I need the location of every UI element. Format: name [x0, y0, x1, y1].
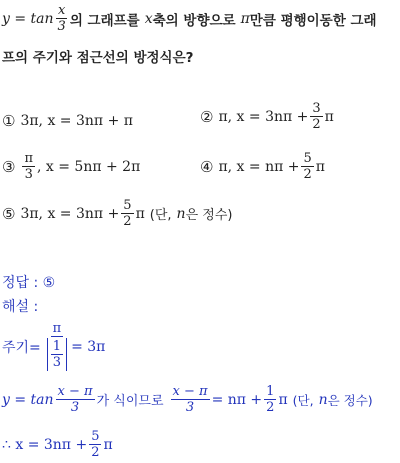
- option-4[interactable]: [200, 152, 325, 181]
- eq1-pre: y = tan: [2, 391, 54, 408]
- eq1-num3: 1: [266, 384, 275, 399]
- eq1-note: (단,: [292, 392, 314, 408]
- eq1-post: π: [278, 391, 288, 408]
- eq1-note2: 은 정수): [327, 392, 373, 408]
- option-2-post: π: [324, 108, 334, 125]
- option-3-post: , x = 5nπ + 2π: [37, 158, 141, 175]
- eq1-text: 가 식이므로: [96, 394, 164, 409]
- option-1-expr: 3π, x = 3nπ + π: [20, 113, 133, 129]
- option-4-num: 5: [303, 151, 312, 166]
- option-5-den: 2: [123, 214, 132, 229]
- fraction-numerator: x: [58, 3, 66, 18]
- period-result: = 3π: [71, 338, 106, 355]
- eq1-mid: = nπ +: [211, 391, 263, 408]
- option-5-note2: 은 정수): [185, 208, 233, 223]
- conclusion-den: 2: [91, 445, 100, 460]
- conclusion-post: π: [103, 436, 113, 453]
- option-2[interactable]: [200, 102, 334, 131]
- option-3-mark: ③: [2, 157, 16, 176]
- question-x-var: x: [144, 10, 153, 27]
- question-fraction: [56, 4, 68, 33]
- eq1-n: n: [318, 391, 328, 408]
- period-label: 주기=: [2, 339, 41, 356]
- fraction-denominator: 3: [57, 19, 66, 34]
- option-5-post: π: [135, 205, 145, 222]
- option-5-num: 5: [123, 198, 132, 213]
- period-num: π: [52, 321, 62, 336]
- option-5-note: (단,: [149, 208, 172, 223]
- question-line-2: 프의 주기와 점근선의 방정식은?: [2, 50, 194, 66]
- option-5-pre: 3π, x = 3nπ +: [20, 205, 120, 222]
- explanation-label: 해설 :: [2, 299, 39, 315]
- option-5-mark: ⑤: [2, 204, 16, 223]
- option-4-pre: π, x = nπ +: [218, 158, 300, 175]
- question-line-1: [2, 4, 377, 33]
- question-pi: π: [240, 10, 250, 27]
- conclusion-pre: ∴ x = 3nπ +: [2, 436, 88, 453]
- option-4-mark: ④: [200, 157, 214, 176]
- answer-label: 정답 : ⑤: [2, 275, 56, 291]
- question-func: y = tan: [2, 10, 54, 27]
- option-5[interactable]: [2, 199, 232, 228]
- eq1-den2: 3: [185, 400, 195, 415]
- period-inner-den: 3: [52, 355, 62, 370]
- option-1-mark: ①: [2, 112, 16, 130]
- conclusion-num: 5: [91, 429, 100, 444]
- conclusion-line: [2, 430, 113, 459]
- option-4-den: 2: [303, 167, 312, 182]
- option-1[interactable]: [2, 112, 133, 130]
- option-3-num: π: [24, 151, 33, 166]
- option-5-n: n: [176, 205, 186, 222]
- option-2-num: 3: [312, 101, 321, 116]
- option-2-den: 2: [312, 117, 321, 132]
- option-2-mark: ②: [200, 107, 214, 126]
- question-text-b: 축의 방향으로: [152, 12, 236, 29]
- equation-line: [2, 385, 373, 414]
- option-3-den: 3: [24, 167, 33, 182]
- eq1-num2: x − π: [172, 384, 208, 399]
- eq1-den3: 2: [266, 400, 275, 415]
- eq1-den: 3: [70, 400, 80, 415]
- option-3[interactable]: [2, 152, 140, 181]
- eq1-num: x − π: [57, 384, 93, 399]
- question-text-c: 만큼 평행이동한 그래: [249, 12, 377, 29]
- question-text-a: 의 그래프를: [69, 12, 140, 29]
- period-line: [2, 322, 105, 371]
- period-inner-num: 1: [52, 339, 62, 354]
- option-4-post: π: [315, 158, 325, 175]
- option-2-pre: π, x = 3nπ +: [218, 108, 309, 125]
